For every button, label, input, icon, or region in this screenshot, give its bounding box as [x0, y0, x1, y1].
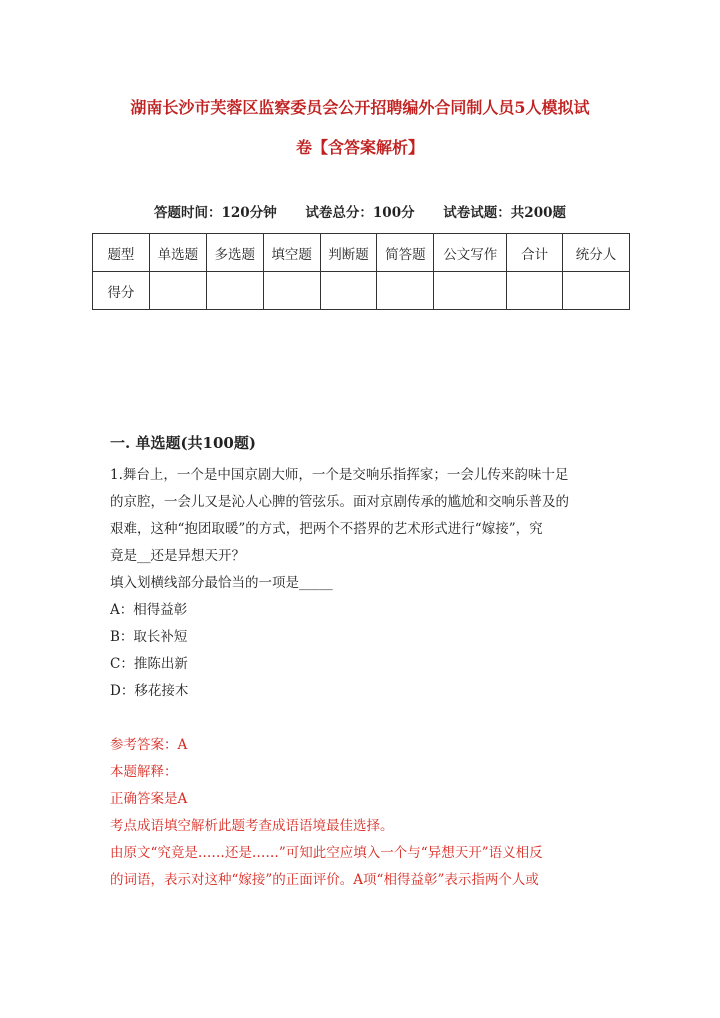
question-prompt: 填入划横线部分最恰当的一项是_____ — [110, 575, 333, 591]
exam-point: 考点成语填空解析此题考查成语语境最佳选择。 — [110, 818, 394, 834]
header-cell: 填空题 — [263, 234, 320, 272]
question-block — [110, 462, 610, 894]
score-cell — [149, 272, 206, 310]
option-a: A：相得益彰 — [110, 602, 188, 618]
doc-title-line2: 卷【含答案解析】 — [295, 138, 424, 157]
header-cell: 题型 — [93, 234, 150, 272]
option-c: C：推陈出新 — [110, 656, 188, 672]
header-cell: 单选题 — [149, 234, 206, 272]
score-label-cell: 得分 — [93, 272, 150, 310]
question-text-line: 竟是__还是异想天开？ — [110, 548, 245, 564]
analysis-line: 的词语，表示对这种“嫁接”的正面评价。A项“相得益彰”表示指两个人或 — [110, 872, 539, 888]
score-cell — [206, 272, 263, 310]
doc-title-line1: 湖南长沙市芙蓉区监察委员会公开招聘编外合同制人员5人模拟试 — [130, 98, 590, 117]
score-header-row — [93, 234, 630, 272]
score-cell — [563, 272, 630, 310]
reference-answer: 参考答案：A — [110, 737, 188, 753]
exam-time: 答题时间：120分钟 — [154, 205, 277, 221]
question-text-line: 的京腔，一会儿又是沁人心脾的管弦乐。面对京剧传承的尴尬和交响乐普及的 — [110, 494, 569, 510]
score-cell — [507, 272, 563, 310]
header-cell: 合计 — [507, 234, 563, 272]
header-cell: 公文写作 — [434, 234, 507, 272]
score-cell — [377, 272, 434, 310]
exam-meta — [0, 201, 720, 221]
question-text-line: 艰难，这种“抱团取暖”的方式，把两个不搭界的艺术形式进行“嫁接”，究 — [110, 521, 543, 537]
score-cell — [263, 272, 320, 310]
header-cell: 判断题 — [320, 234, 377, 272]
exam-count: 试卷试题：共200题 — [443, 205, 566, 221]
header-cell: 多选题 — [206, 234, 263, 272]
score-cell — [434, 272, 507, 310]
score-row — [93, 272, 630, 310]
header-cell: 简答题 — [377, 234, 434, 272]
correct-answer: 正确答案是A — [110, 791, 188, 807]
option-b: B：取长补短 — [110, 629, 188, 645]
option-d: D：移花接木 — [110, 683, 189, 699]
analysis-line: 由原文“究竟是……还是……”可知此空应填入一个与“异想天开”语义相反 — [110, 845, 543, 861]
score-cell — [320, 272, 377, 310]
score-table — [92, 233, 630, 310]
question-text-line: 1.舞台上，一个是中国京剧大师，一个是交响乐指挥家；一会儿传来韵味十足 — [110, 467, 569, 483]
spacer — [110, 705, 610, 732]
explanation-label: 本题解释： — [110, 764, 178, 780]
exam-total: 试卷总分：100分 — [305, 205, 415, 221]
section-title: 一. 单选题(共100题) — [110, 434, 256, 452]
header-cell: 统分人 — [563, 234, 630, 272]
